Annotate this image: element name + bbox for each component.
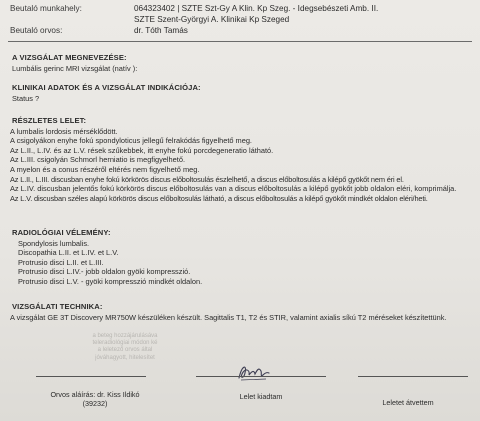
header-divider: [8, 41, 472, 42]
referral-doctor-label: Beutaló orvos:: [10, 25, 63, 35]
findings-line: Az L.II., L.III. discusban enyhe fokú körkörös discus előboltosulás észlelhető, a discus előboltosulás a kilépő gyökőt nem éri el.: [10, 174, 404, 184]
referral-dept-row: [10, 4, 470, 15]
radiology-line: Protrusio disci L.II. et L.III.: [18, 257, 104, 267]
radiology-line: Discopathia L.II. et L.IV. et L.V.: [18, 248, 119, 258]
radiology-heading: RADIOLÓGIAI VÉLEMÉNY:: [12, 228, 111, 237]
radiology-section: [10, 228, 470, 287]
findings-line: A myelon és a conus részéről eltérés nem figyelhető meg.: [10, 164, 200, 174]
faint-notice-line: teleradiológiai módon ké: [92, 340, 158, 347]
referral-dept-value: 064323402 | SZTE Szt-Gy A Klin. Kp Szeg. - Idegsebészeti Amb. II.: [134, 4, 379, 13]
radiology-line: Protrusio disci L.V. - gyöki kompresszió mindkét oldalon.: [18, 276, 203, 286]
radiology-line: Spondylosis lumbalis.: [18, 238, 90, 248]
findings-line: A csigolyákon enyhe fokú spondyloticus jellegű felrakódás figyelhető meg.: [10, 136, 252, 146]
faint-notice-line: a leletező orvos által: [97, 347, 153, 354]
issued-signature-line: [196, 376, 326, 377]
doctor-signature-id: (39232): [82, 399, 108, 408]
referral-doctor-value: dr. Tóth Tamás: [134, 25, 188, 35]
referral-institution-value: SZTE Szent-Györgyi A. Klinikai Kp Szeged: [134, 14, 290, 24]
findings-line: Az L.V. discusban széles alapú körkörös discus előboltosulás látható, a discus előboltosulás a kilépő gyökőt mindkét oldalon eléri/heti.: [10, 193, 428, 203]
findings-section: [10, 116, 470, 203]
clinical-heading: KLINIKAI ADATOK ÉS A VIZSGÁLAT INDIKÁCIÓJA:: [12, 83, 201, 92]
faint-notice-line: jóváhagyott, hitelesítet: [95, 354, 155, 361]
faint-notice: [80, 333, 170, 362]
doctor-signature-line: [36, 376, 146, 377]
technique-section: [10, 302, 470, 322]
exam-heading: A VIZSGÁLAT MEGNEVEZÉSE:: [12, 53, 127, 62]
findings-line: Az L.III. csigolyán Schmorl herniatio is megfigyelhető.: [10, 155, 185, 165]
faint-notice-line: a beteg hozzájárulásáva: [92, 333, 158, 339]
clinical-text: Status ?: [12, 93, 40, 103]
referral-doctor-row: [10, 26, 470, 37]
received-caption: Leletet átvettem: [382, 398, 434, 407]
clinical-section: [10, 83, 470, 103]
findings-line: Az L.IV. discusban jelentős fokú körkörös discus előboltosulás van a discus előboltosulás a kilépő gyökőt jobb oldalon eléri, komprimálja.: [10, 184, 457, 194]
technique-text: A vizsgálat GE 3T Discovery MR750W készüléken készült. Sagittalis T1, T2 és STIR, valamint axialis síkú T2 méréseket készítettünk.: [10, 312, 447, 322]
findings-heading: RÉSZLETES LELET:: [12, 116, 87, 125]
referral-institution-row: [10, 15, 470, 26]
doctor-signature-caption: [20, 390, 170, 408]
handwritten-signature: [236, 361, 272, 383]
referral-dept-label: Beutaló munkahely:: [10, 4, 82, 13]
doctor-signature-name: Orvos aláírás: dr. Kiss Ildikó: [50, 390, 140, 399]
radiology-line: Protrusio disci L.IV.- jobb oldalon gyöki kompresszió.: [18, 267, 191, 277]
exam-section: [10, 53, 470, 73]
referral-header: [10, 4, 470, 36]
technique-heading: VIZSGÁLATI TECHNIKA:: [12, 302, 103, 311]
findings-line: Az L.II., L.IV. és az L.V. rések szűkebbek, itt enyhe fokú porcdegeneratio látható.: [10, 145, 274, 155]
findings-line: A lumbalis lordosis mérséklődött.: [10, 126, 118, 136]
issued-caption: Lelet kiadtam: [239, 392, 283, 401]
received-signature-line: [358, 376, 468, 377]
exam-text: Lumbális gerinc MRI vizsgálat (natív ):: [12, 63, 138, 73]
